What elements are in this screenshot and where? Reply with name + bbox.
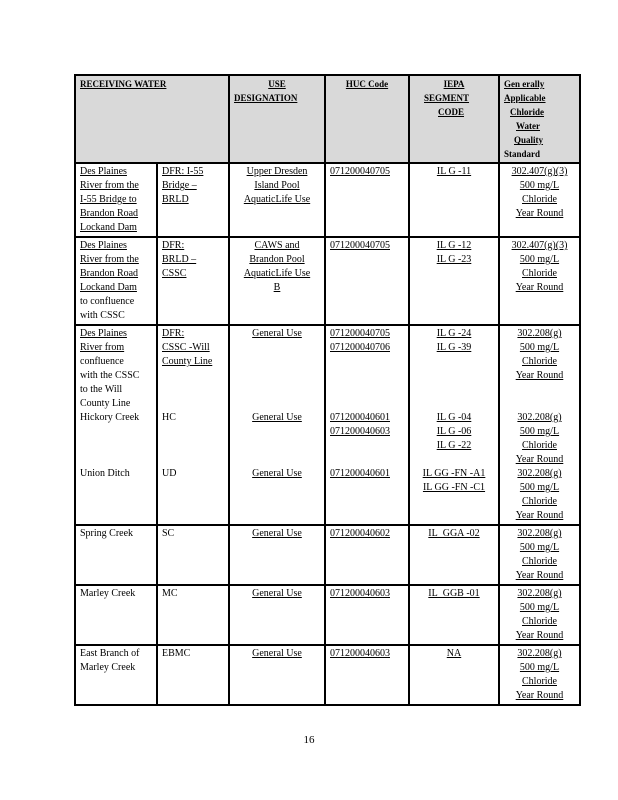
water-line: East Branch of [80,648,140,659]
use-line: Upper Dresden [246,166,308,177]
table-row [75,585,580,645]
use-line: AquaticLife Use [243,268,311,279]
header-receiving-water [75,75,229,163]
use-line: Brandon Pool [249,254,305,265]
use-line: General Use [252,412,302,423]
header-use-line: USE [268,79,286,89]
use-line: AquaticLife Use [243,194,311,205]
standard-line: 500 mg/L [519,662,560,673]
standard-cell [499,163,580,237]
header-standard-line-3: Chloride [510,107,545,117]
water-line: with the CSSC [80,370,140,381]
code-line: EBMC [162,648,191,659]
receiving-water-cell [75,237,157,325]
standard-line: 302.208(g) [517,588,562,599]
water-line: Lockand Dam [80,222,137,233]
huc-line: 071200040602 [330,528,390,539]
segment-line: IL GG -FN -A1 [422,468,486,479]
huc-line: 071200040601 [330,468,390,479]
water-line: with CSSC [80,310,125,321]
huc-code-cell [325,237,409,325]
header-designation-line: DESIGNATION [234,93,298,103]
standard-line: Year Round [515,690,564,701]
use-designation-cell [229,645,325,705]
water-line: Spring Creek [80,528,134,539]
water-line: Lockand Dam [80,282,137,293]
receiving-water-cell [75,325,157,525]
table-row [75,325,580,525]
huc-line: 071200040603 [330,426,390,437]
water-line: River from [80,342,125,353]
water-line: Brandon Road [80,268,139,279]
segment-line: IL GG -FN -C1 [422,482,486,493]
standard-line: Year Round [515,570,564,581]
segment-line: IL G -24 [436,328,472,339]
water-line: River from the [80,180,139,191]
standard-line: 302.407(g)(3) [511,166,568,177]
segment-code-cell [409,525,499,585]
huc-line: 071200040603 [330,648,390,659]
standard-line: Chloride [522,676,557,687]
water-code-cell [157,163,229,237]
segment-line: IL G -04 [436,412,472,423]
water-line: River from the [80,254,139,265]
use-designation-cell [229,525,325,585]
receiving-water-cell [75,163,157,237]
header-standard-line-1: Gen erally [504,79,545,89]
segment-code-cell [409,325,499,525]
header-iepa-segment-code [409,75,499,163]
use-line: General Use [252,468,302,479]
standard-cell [499,645,580,705]
standard-line: 302.208(g) [517,528,562,539]
water-line: confluence [80,356,124,367]
table-row [75,163,580,237]
code-line: MC [162,588,178,599]
standard-cell [499,525,580,585]
standard-line: 302.208(g) [517,328,562,339]
standard-line: 500 mg/L [519,542,560,553]
header-use-designation [229,75,325,163]
code-line: County Line [162,356,213,367]
standard-line: 302.208(g) [517,412,562,423]
huc-code-cell [325,325,409,525]
standard-cell [499,325,580,525]
standard-line: 302.208(g) [517,468,562,479]
code-line: DFR: [162,328,185,339]
water-line: Hickory Creek [80,412,140,423]
receiving-water-cell [75,525,157,585]
header-huc-code-text: HUC Code [345,79,389,89]
table-row [75,645,580,705]
header-standard [499,75,580,163]
header-standard-line-6: Standard [504,149,541,159]
huc-line: 071200040705 [330,240,390,251]
standard-line: Year Round [515,282,564,293]
huc-code-cell [325,645,409,705]
water-quality-table [74,74,581,706]
header-standard-line-5: Quality [514,135,544,145]
water-code-cell [157,585,229,645]
code-line: HC [162,412,176,423]
code-line: DFR: [162,240,185,251]
code-line: CSSC [162,268,187,279]
use-line: General Use [252,588,302,599]
use-designation-cell [229,163,325,237]
segment-line: IL_GGA -02 [428,528,480,539]
standard-line: 500 mg/L [519,254,560,265]
use-designation-cell [229,325,325,525]
water-code-cell [157,525,229,585]
water-line: Des Plaines [80,240,127,251]
standard-cell [499,585,580,645]
water-code-cell [157,325,229,525]
table-header-row [75,75,580,163]
use-designation-cell [229,237,325,325]
standard-line: Chloride [522,496,557,507]
standard-line: 500 mg/L [519,180,560,191]
standard-line: Chloride [522,268,557,279]
water-code-cell [157,237,229,325]
segment-line: IL G -12 [436,240,472,251]
code-line: BRLD – [162,254,197,265]
segment-line: NA [446,648,462,659]
huc-line: 071200040705 [330,166,390,177]
standard-line: 302.407(g)(3) [511,240,568,251]
huc-code-cell [325,525,409,585]
use-designation-cell [229,585,325,645]
huc-code-cell [325,585,409,645]
table-row [75,525,580,585]
code-line: SC [162,528,175,539]
code-line: DFR: I-55 [162,166,204,177]
water-line: Union Ditch [80,468,130,479]
water-line: Des Plaines [80,328,127,339]
standard-line: 500 mg/L [519,342,560,353]
header-huc-code [325,75,409,163]
water-line: County Line [80,398,131,409]
code-line: BRLD [162,194,189,205]
segment-line: IL G -23 [436,254,472,265]
segment-line: IL G -22 [436,440,472,451]
table-row [75,237,580,325]
segment-line: IL G -06 [436,426,472,437]
use-line: General Use [252,648,302,659]
segment-code-cell [409,645,499,705]
use-line: Island Pool [254,180,300,191]
segment-code-cell [409,585,499,645]
header-segment-line: SEGMENT [424,93,470,103]
header-iepa-line: IEPA [443,79,465,89]
standard-line: 302.208(g) [517,648,562,659]
use-line: General Use [252,328,302,339]
code-line: CSSC -Will [162,342,210,353]
segment-code-cell [409,237,499,325]
standard-line: Chloride [522,556,557,567]
receiving-water-cell [75,585,157,645]
use-line: CAWS and [254,240,300,251]
header-receiving-water-text: RECEIVING WATER [80,79,167,89]
page-number: 16 [303,734,315,746]
standard-line: Year Round [515,208,564,219]
standard-line: 500 mg/L [519,482,560,493]
segment-code-cell [409,163,499,237]
water-line: I-55 Bridge to [80,194,137,205]
huc-line: 071200040705 [330,328,390,339]
water-line: to the Will [80,384,123,395]
standard-line: Chloride [522,440,557,451]
use-line: B [273,282,281,293]
segment-line: IL G -39 [436,342,472,353]
huc-line: 071200040601 [330,412,390,423]
huc-line: 071200040706 [330,342,390,353]
huc-line: 071200040603 [330,588,390,599]
water-code-cell [157,645,229,705]
header-standard-line-2: Applicable [504,93,546,103]
standard-line: Year Round [515,510,564,521]
standard-line: Year Round [515,370,564,381]
header-standard-line-4: Water [516,121,540,131]
standard-line: Chloride [522,356,557,367]
standard-line: 500 mg/L [519,426,560,437]
water-line: Marley Creek [80,588,136,599]
water-line: Marley Creek [80,662,136,673]
standard-line: Chloride [522,616,557,627]
code-line: UD [162,468,177,479]
code-line: Bridge – [162,180,197,191]
standard-cell [499,237,580,325]
water-line: Brandon Road [80,208,139,219]
receiving-water-cell [75,645,157,705]
segment-line: IL_GGB -01 [428,588,480,599]
standard-line: 500 mg/L [519,602,560,613]
water-line: to confluence [80,296,135,307]
use-line: General Use [252,528,302,539]
standard-line: Year Round [515,454,564,465]
standard-line: Year Round [515,630,564,641]
standard-line: Chloride [522,194,557,205]
header-code-line: CODE [438,107,465,117]
segment-line: IL G -11 [436,166,472,177]
huc-code-cell [325,163,409,237]
water-line: Des Plaines [80,166,127,177]
